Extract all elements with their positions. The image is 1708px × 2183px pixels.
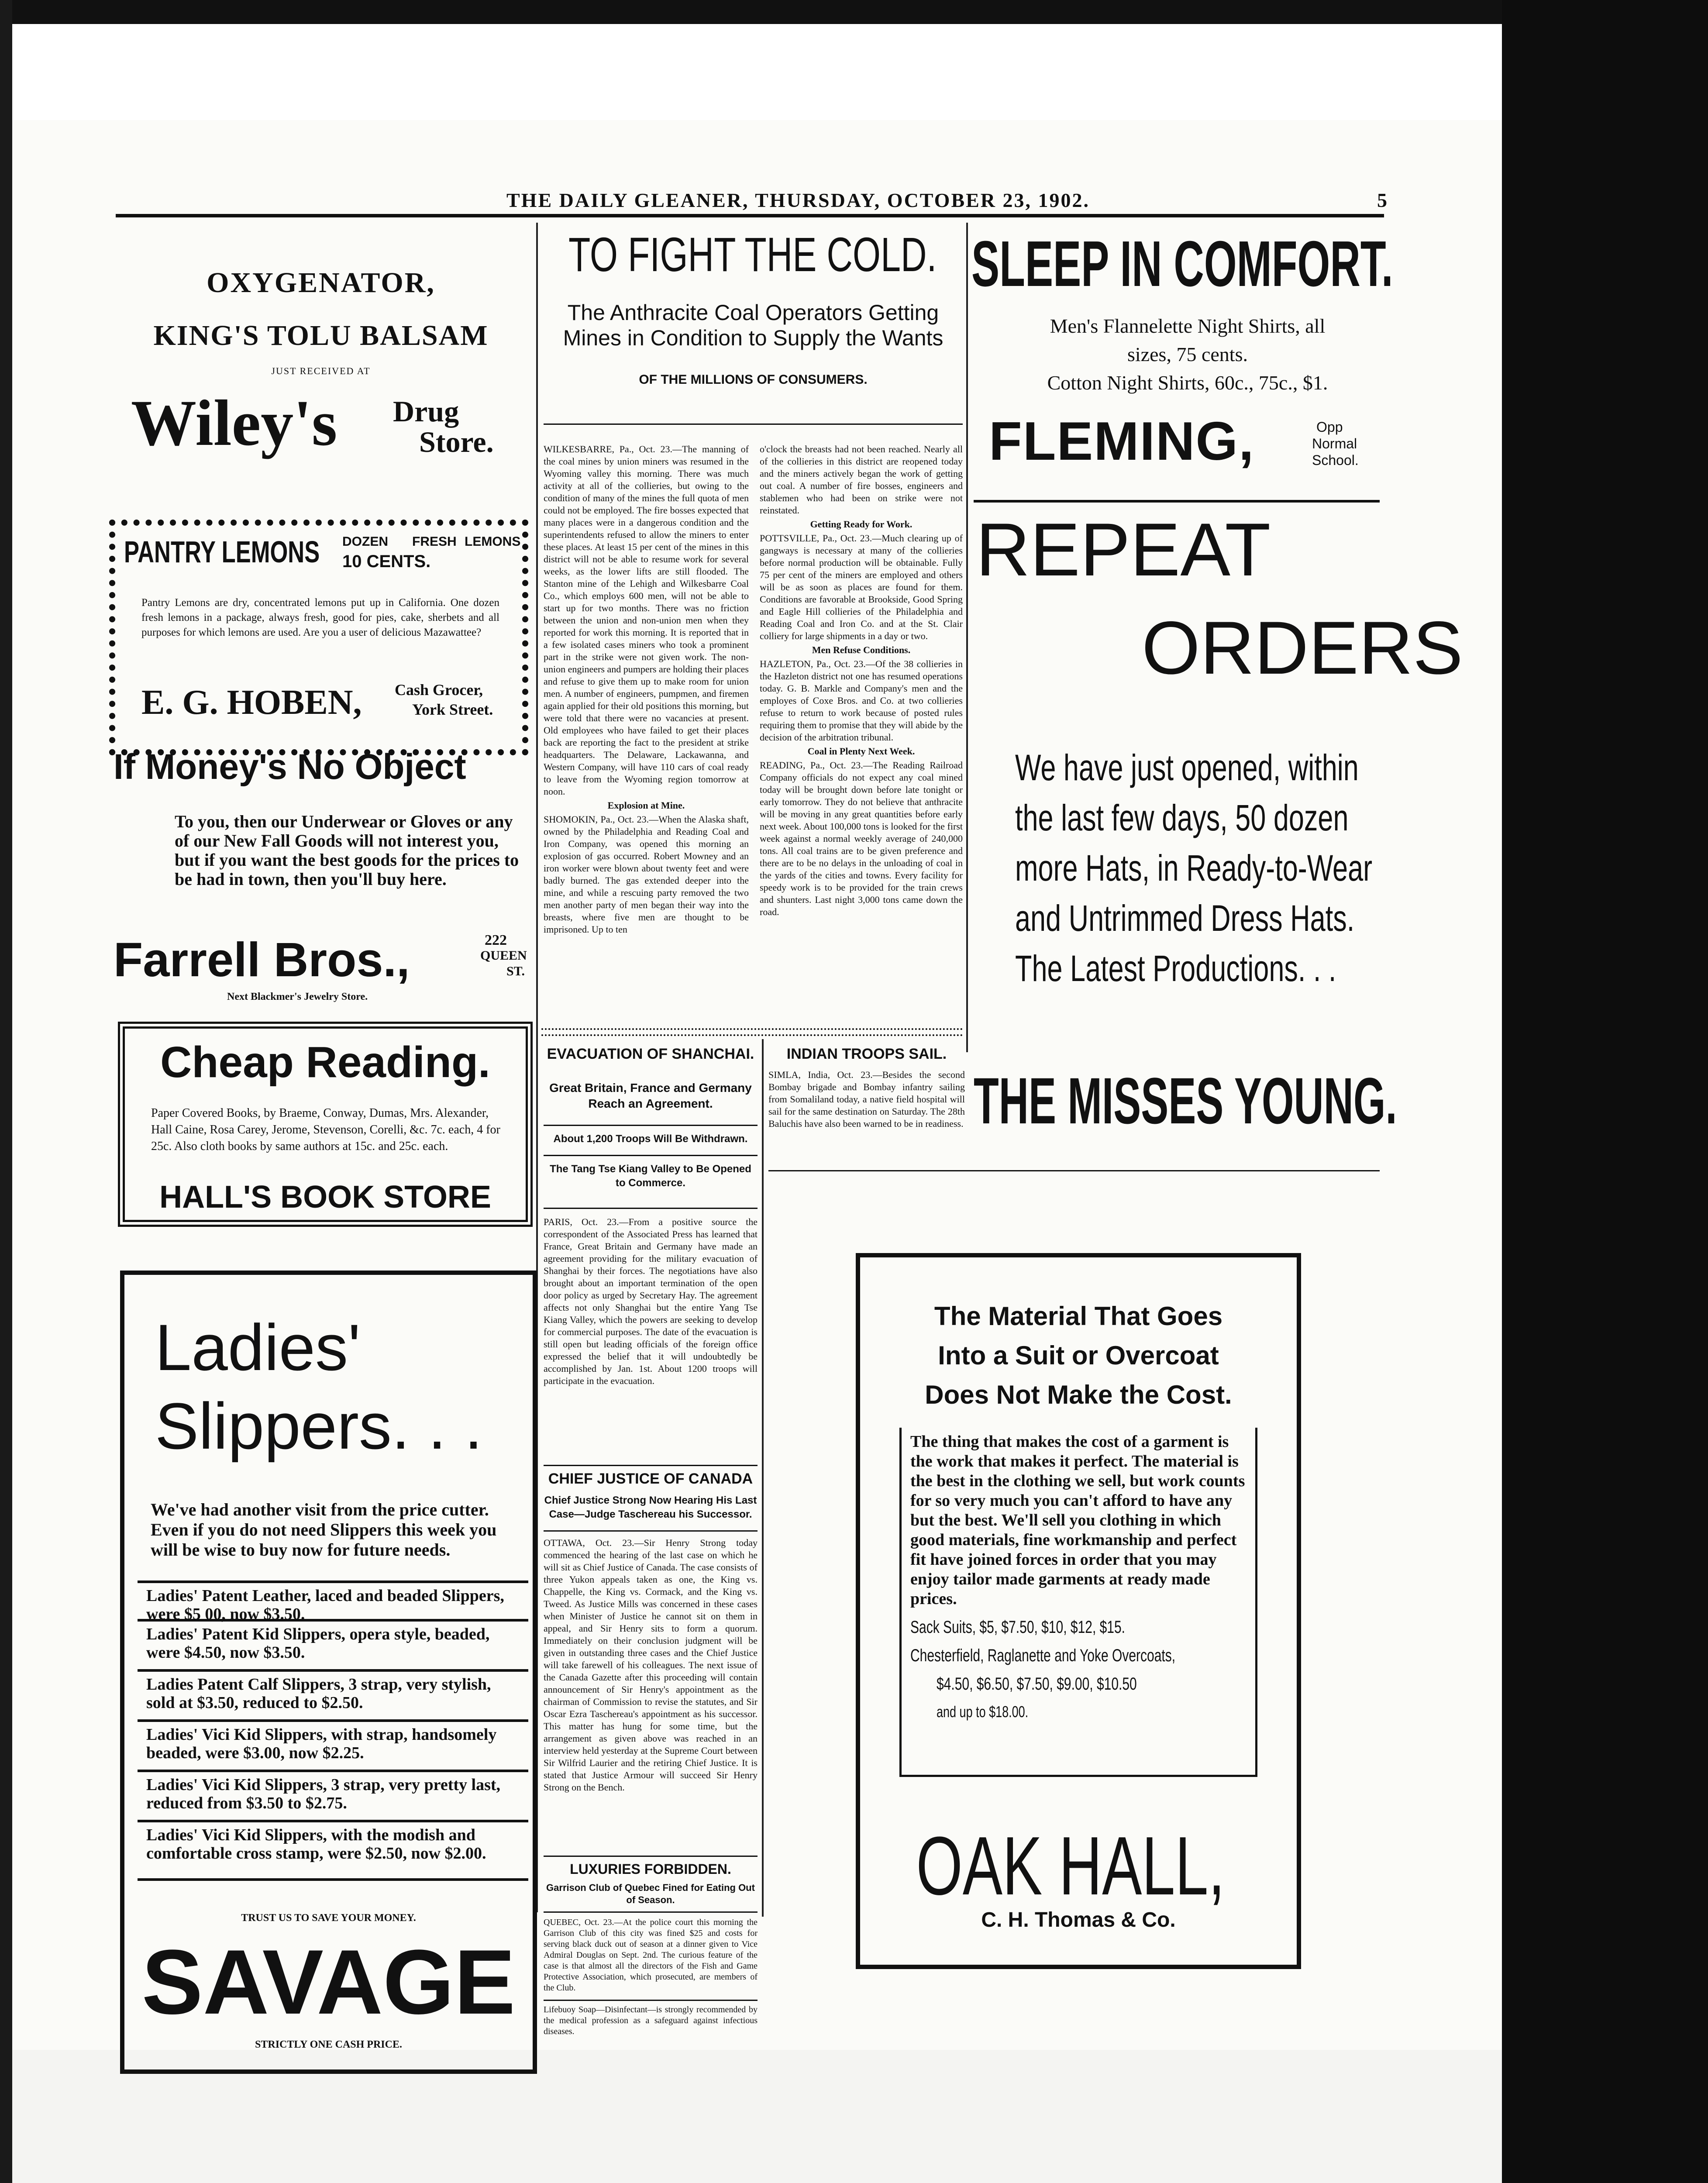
farrell-queen: QUEEN (480, 948, 527, 963)
cold-end-rule (541, 1028, 963, 1036)
luxuries-headline: LUXURIES FORBIDDEN. (544, 1856, 758, 1877)
halls-name: HALL'S BOOK STORE (159, 1180, 491, 1215)
oakhall-body: The thing that makes the cost of a garment is the work that makes it perfect. The material is the best in the clothing we sell, but work counts for so very much you can't afford to have any but the best. We'll sell you clothing in which good materials, fine workmanship and perfect fit have joined forces in order that you may enjoy tailor made garments at ready made prices. (910, 1432, 1245, 1608)
hoben-street: York Street. (412, 701, 493, 718)
shanghai-body: PARIS, Oct. 23.—From a positive source the correspondent of the Associated Press has learned that France, Great Britain and Germany have made an agreement providing for the military evacuation of Shanghai by their forces. The negotiations have also brought about an important termination of the open door policy as urged by Secretary Hay. The agreement affects not only Shanghai but the entire Yang Tse Kiang Valley, which the powers are seeking to develop for commercial purposes. The date of the evacuation is still open but leading officials of the foreign office expressed the belief that it will undoubtedly be accomplished by Jan. 1st. About 1200 troops will participate in the evacuation. (544, 1208, 758, 1387)
fleming-line1: Men's Flannelette Night Shirts, all (1050, 315, 1326, 337)
india-body: SIMLA, India, Oct. 23.—Besides the second Bombay brigade and Bombay infantry sailing from Somaliland today, a native field hospital will sail for the same destination on Saturday. The 28th Baluchis have also been warned to be in readiness. (768, 1069, 965, 1129)
misses-line2: ORDERS (1142, 606, 1463, 690)
cold-col2a: o'clock the breasts had not been reached. Nearly all of the collieries in this district are reopened today and the miners actively began the work of getting out coal. A number of fire bosses, engineers and stablemen who had been on strike were not reinstated. (760, 444, 963, 516)
cold-col2d: READING, Pa., Oct. 23.—The Reading Railroad Company officials do not expect any coal mined today will be brought down before late tonight or early tomorrow. They do not believe that anthracite will be moving in any great quantities before early next week. About 100,000 tons is looked for the first week against a normal weekly average of 240,000 tons. All coal trains are to be given preference and there are to be no delays in the unloading of coal in the yards of the cities and towns. Every facility for speedy work is to be provided for the train crews and shunters. Last night 3,000 tons came down the road. (760, 760, 963, 917)
film-border-left (0, 0, 12, 2183)
wiley-line2: KING'S TOLU BALSAM (153, 320, 489, 351)
justice-headline: CHIEF JUSTICE OF CANADA (544, 1465, 758, 1487)
cold-sub: OF THE MILLIONS OF CONSUMERS. (639, 372, 868, 387)
fleming-headline: SLEEP IN COMFORT. (971, 228, 1393, 300)
savage-name: SAVAGE (141, 1931, 516, 2033)
savage-line2: Slippers. . . (155, 1389, 483, 1463)
oakhall-ad (856, 1253, 1301, 1969)
column-rule-2 (966, 223, 968, 1052)
fleming-school: School. (1312, 452, 1359, 468)
farrell-body: To you, then our Underwear or Gloves or any of our New Fall Goods will not interest you, but if you want the best goods for the prices to be had in town, then you'll buy here. (175, 812, 519, 889)
fleming-rule (974, 500, 1380, 503)
misses-line1: REPEAT (976, 508, 1271, 592)
savage-item: Ladies' Vici Kid Slippers, with the modish and comfortable cross stamp, were $2.50, now $2.00. (138, 1820, 528, 1881)
savage-line1: Ladies' (155, 1311, 361, 1384)
fleming-name: FLEMING, (989, 411, 1255, 472)
cold-sub4: Coal in Plenty Next Week. (807, 746, 915, 757)
cold-col2b: POTTSVILLE, Pa., Oct. 23.—Much clearing up of gangways is necessary at many of the collieries before normal production will be obtainable. Fully 75 per cent of the miners are employed and others will be as soon as places are found for them. Conditions are favorable at Brookside, Good Spring and Eagle Hill collieries of the Philadelphia and Reading Coal and Iron Co. and at the St. Clair colliery for large shipments in a day or two. (760, 533, 963, 641)
oakhall-p2: Chesterfield, Raglanette and Yoke Overcoats, (910, 1646, 1176, 1665)
fleming-line3: Cotton Night Shirts, 60c., 75c., $1. (1047, 372, 1328, 394)
misses-ad (971, 506, 1463, 1174)
cold-col1a: WILKESBARRE, Pa., Oct. 23.—The manning of the coal mines by union miners was resumed in the Wyoming valley this morning. There was much activity at all of the collieries, but owing to the condition of many of the mines the full quota of men could not be employed. The fire bosses expected that many places were in a dangerous condition and the superintendents refused to allow the miners to enter these places. At least 15 per cent of the mines in this district will not be able to resume work for several weeks, as the lower lifts are still flooded. The Stanton mine of the Lehigh and Wilkesbarre Coal Co., which employs 600 men, will not be able to start up for two months. There was no friction between the union and non-union men when they reported for work this morning. It is reported that in a few isolated cases miners who took a prominent part in the strike were not given work. The non-union engineers and pumpers are holding their places and refuse to give them up to make room for union men. A number of engineers, pumpmen, and firemen again applied for their old positions this morning, but were told that there were no vacancies at present. Old employees who have failed to get their places back are reporting the fact to the president at strike headquarters. The Delaware, Lackawanna, and Western Company, will have 110 cars of coal ready to leave from the Wyoming region tomorrow at noon. (544, 444, 749, 797)
halls-headline: Cheap Reading. (160, 1038, 490, 1087)
hoben-cash: Cash Grocer, (395, 681, 483, 699)
wiley-store: Store. (419, 425, 494, 458)
savage-items (138, 1580, 528, 1881)
misses-name: THE MISSES YOUNG. (974, 1064, 1397, 1137)
justice-article (544, 1465, 758, 1794)
oakhall-by: C. H. Thomas & Co. (981, 1908, 1176, 1932)
misses-body1: We have just opened, within (1015, 747, 1359, 788)
misses-body4: and Untrimmed Dress Hats. (1015, 898, 1355, 939)
wiley-received: JUST RECEIVED AT (271, 365, 371, 376)
oakhall-h1: The Material That Goes (934, 1302, 1223, 1331)
hoben-title: PANTRY LEMONS (124, 535, 320, 569)
farrell-st: ST. (506, 964, 525, 978)
justice-deck: Chief Justice Strong Now Hearing His Last Case—Judge Taschereau his Successor. (544, 1494, 757, 1520)
luxuries-body: QUEBEC, Oct. 23.—At the police court this morning the Garrison Club of this city was fined $25 and costs for serving black duck out of season at a dinner given to Vice Admiral Douglas on Sept. 2nd. The curious feature of the case is that almost all the directors of the Fish and Game Protective Association, which prosecuted, are members of the Club. (544, 1911, 758, 1994)
justice-body: OTTAWA, Oct. 23.—Sir Henry Strong today commenced the hearing of the last case on which he will sit as Chief Justice of Canada. The case consists of three Yukon appeals taken as one, the King vs. Chappelle, the King vs. Cormack, and the King vs. Tweed. As Justice Mills was concerned in these cases when Minister of Justice he cannot sit on them in appeal, and Sir Henry sits to form a quorum. Immediately on their conclusion judgment will be given in outstanding three cases and the Chief Justice will take farewell of his colleagues. The next issue of the Canada Gazette after this proceeding will contain announcement of Sir Henry's appointment as the chairman of Commission to revise the statutes, and Sir Oscar Ezra Taschereau's appointment as his successor. This matter has hung for some time, but the arrangement as given above was reached in an interview held yesterday at the Supreme Court between Sir Wilfrid Laurier and the retiring Chief Justice. It is stated that Justice Armour will succeed Sir Henry Strong on the Bench. (544, 1530, 758, 1794)
fleming-normal: Normal (1312, 436, 1357, 451)
masthead-rule (116, 214, 1384, 217)
oakhall-h2: Into a Suit or Overcoat (938, 1341, 1219, 1370)
halls-body: Paper Covered Books, by Braeme, Conway, Dumas, Mrs. Alexander, Hall Caine, Rosa Carey, Jerome, Stevenson, Corelli, &c. 7c. each, 4 for 25c. Also cloth books by same authors at 15c. and 25c. each. (151, 1106, 500, 1153)
shanghai-deck2: About 1,200 Troops Will Be Withdrawn. (544, 1125, 758, 1146)
cold-col2c: HAZLETON, Pa., Oct. 23.—Of the 38 collieries in the Hazleton district not one has resumed operations today. G. B. Markle and Company's men and the employes of Coxe Bros. and Co. at two collieries refuse to return to work because of posted rules requiring them to promise that they will abide by the decision of the arbitration tribunal. (760, 658, 963, 743)
fleming-line2: sizes, 75 cents. (1127, 343, 1248, 365)
hoben-body: Pantry Lemons are dry, concentrated lemons put up in California. One dozen fresh lemons in a package, always fresh, good for pies, cake, sherbets and all purposes for which lemons are used. Are you a user of delicious Mazawattee? (141, 597, 499, 638)
cold-col1b: SHOMOKIN, Pa., Oct. 23.—When the Alaska shaft, owned by the Philadelphia and Reading Coal and Iron Company, was opened this morning an explosion of gas occurred. Robert Mowney and an iron worker were blown about twenty feet and were badly burned. The gas extended deeper into the mine, and while a rescuing party removed the two men another party of men began their way into the breasts, where five men are thought to be imprisoned. Up to ten (544, 814, 749, 935)
hoben-cents: 10 CENTS. (342, 552, 431, 571)
cold-sub1: Explosion at Mine. (607, 800, 685, 811)
misses-body2: the last few days, 50 dozen (1015, 797, 1349, 838)
savage-item: Ladies' Vici Kid Slippers, with strap, handsomely beaded, were $3.00, now $2.25. (138, 1719, 528, 1770)
cold-col1 (544, 443, 749, 936)
hoben-lemons: LEMONS (465, 534, 521, 549)
cold-sub2: Getting Ready for Work. (810, 519, 913, 530)
savage-item: Ladies' Vici Kid Slippers, 3 strap, very pretty last, reduced from $3.50 to $2.75. (138, 1770, 528, 1820)
savage-ad (120, 1271, 537, 2074)
oakhall-p1: Sack Suits, $5, $7.50, $10, $12, $15. (910, 1618, 1126, 1637)
wiley-drug: Drug (393, 395, 459, 428)
oakhall-name: OAK HALL, (916, 1820, 1225, 1912)
luxuries-lifebuoy: Lifebuoy Soap—Disinfectant—is strongly recommended by the medical profession as a safeguard against infectious diseases. (544, 2000, 758, 2037)
oakhall-p4: and up to $18.00. (937, 1703, 1029, 1721)
savage-trust: TRUST US TO SAVE YOUR MONEY. (241, 1912, 416, 1924)
cold-headline: TO FIGHT THE COLD. (568, 228, 937, 282)
wiley-ad (114, 266, 528, 460)
savage-item: Ladies' Patent Leather, laced and beaded Slippers, were $5 00, now $3.50. (138, 1580, 528, 1619)
masthead (437, 189, 1388, 212)
film-border-right (1502, 0, 1708, 2183)
hoben-dozen: DOZEN (342, 534, 388, 549)
shanghai-deck: Great Britain, France and Germany Reach an Agreement. (549, 1081, 752, 1110)
oakhall-h3: Does Not Make the Cost. (925, 1380, 1232, 1409)
india-article (768, 1046, 965, 1130)
cold-deck: The Anthracite Coal Operators Getting Mines in Condition to Supply the Wants (563, 300, 944, 350)
farrell-next: Next Blackmer's Jewelry Store. (227, 991, 368, 1002)
column-rule-3 (762, 1039, 764, 1917)
luxuries-deck: Garrison Club of Quebec Fined for Eating Out of Season. (546, 1882, 755, 1905)
film-border-top (0, 0, 1708, 24)
hoben-name: E. G. HOBEN, (141, 683, 362, 722)
farrell-name: Farrell Bros., (114, 933, 410, 987)
hoben-ad (109, 520, 528, 755)
savage-item: Ladies' Patent Kid Slippers, opera style, beaded, were $4.50, now $3.50. (138, 1619, 528, 1669)
savage-item: Ladies Patent Calf Slippers, 3 strap, very stylish, sold at $3.50, reduced to $2.50. (138, 1669, 528, 1719)
hoben-fresh: FRESH (412, 534, 457, 549)
farrell-ad (109, 747, 533, 1009)
savage-strict: STRICTLY ONE CASH PRICE. (255, 2039, 402, 2050)
savage-intro: We've had another visit from the price cutter. Even if you do not need Slippers this week you will be wise to buy now for future needs. (151, 1500, 497, 1560)
misses-body3: more Hats, in Ready-to-Wear (1015, 847, 1373, 888)
wiley-line1: OXYGENATOR, (207, 267, 435, 299)
wiley-name: Wiley's (131, 387, 337, 459)
india-headline: INDIAN TROOPS SAIL. (786, 1046, 947, 1062)
misses-body5: The Latest Productions. . . (1015, 948, 1336, 989)
page-number: 5 (1377, 189, 1388, 211)
oakhall-p3: $4.50, $6.50, $7.50, $9.00, $10.50 (937, 1674, 1137, 1694)
cold-article (541, 227, 965, 387)
cold-sub3: Men Refuse Conditions. (812, 644, 911, 655)
oakhall-panel (899, 1428, 1257, 1777)
shanghai-headline: EVACUATION OF SHANCHAI. (547, 1046, 754, 1062)
luxuries-article (544, 1856, 758, 2037)
halls-ad (118, 1022, 533, 1227)
masthead-title: THE DAILY GLEANER, THURSDAY, OCTOBER 23, 1902. (506, 189, 1090, 211)
shanghai-article (544, 1046, 758, 1387)
fleming-ad (971, 227, 1404, 498)
farrell-num: 222 (485, 932, 507, 948)
fleming-opp: Opp (1316, 419, 1343, 435)
cold-rule (544, 424, 963, 425)
shanghai-deck3: The Tang Tse Kiang Valley to Be Opened to Commerce. (544, 1155, 758, 1190)
farrell-headline: If Money's No Object (114, 747, 466, 787)
cold-col2 (760, 443, 963, 918)
